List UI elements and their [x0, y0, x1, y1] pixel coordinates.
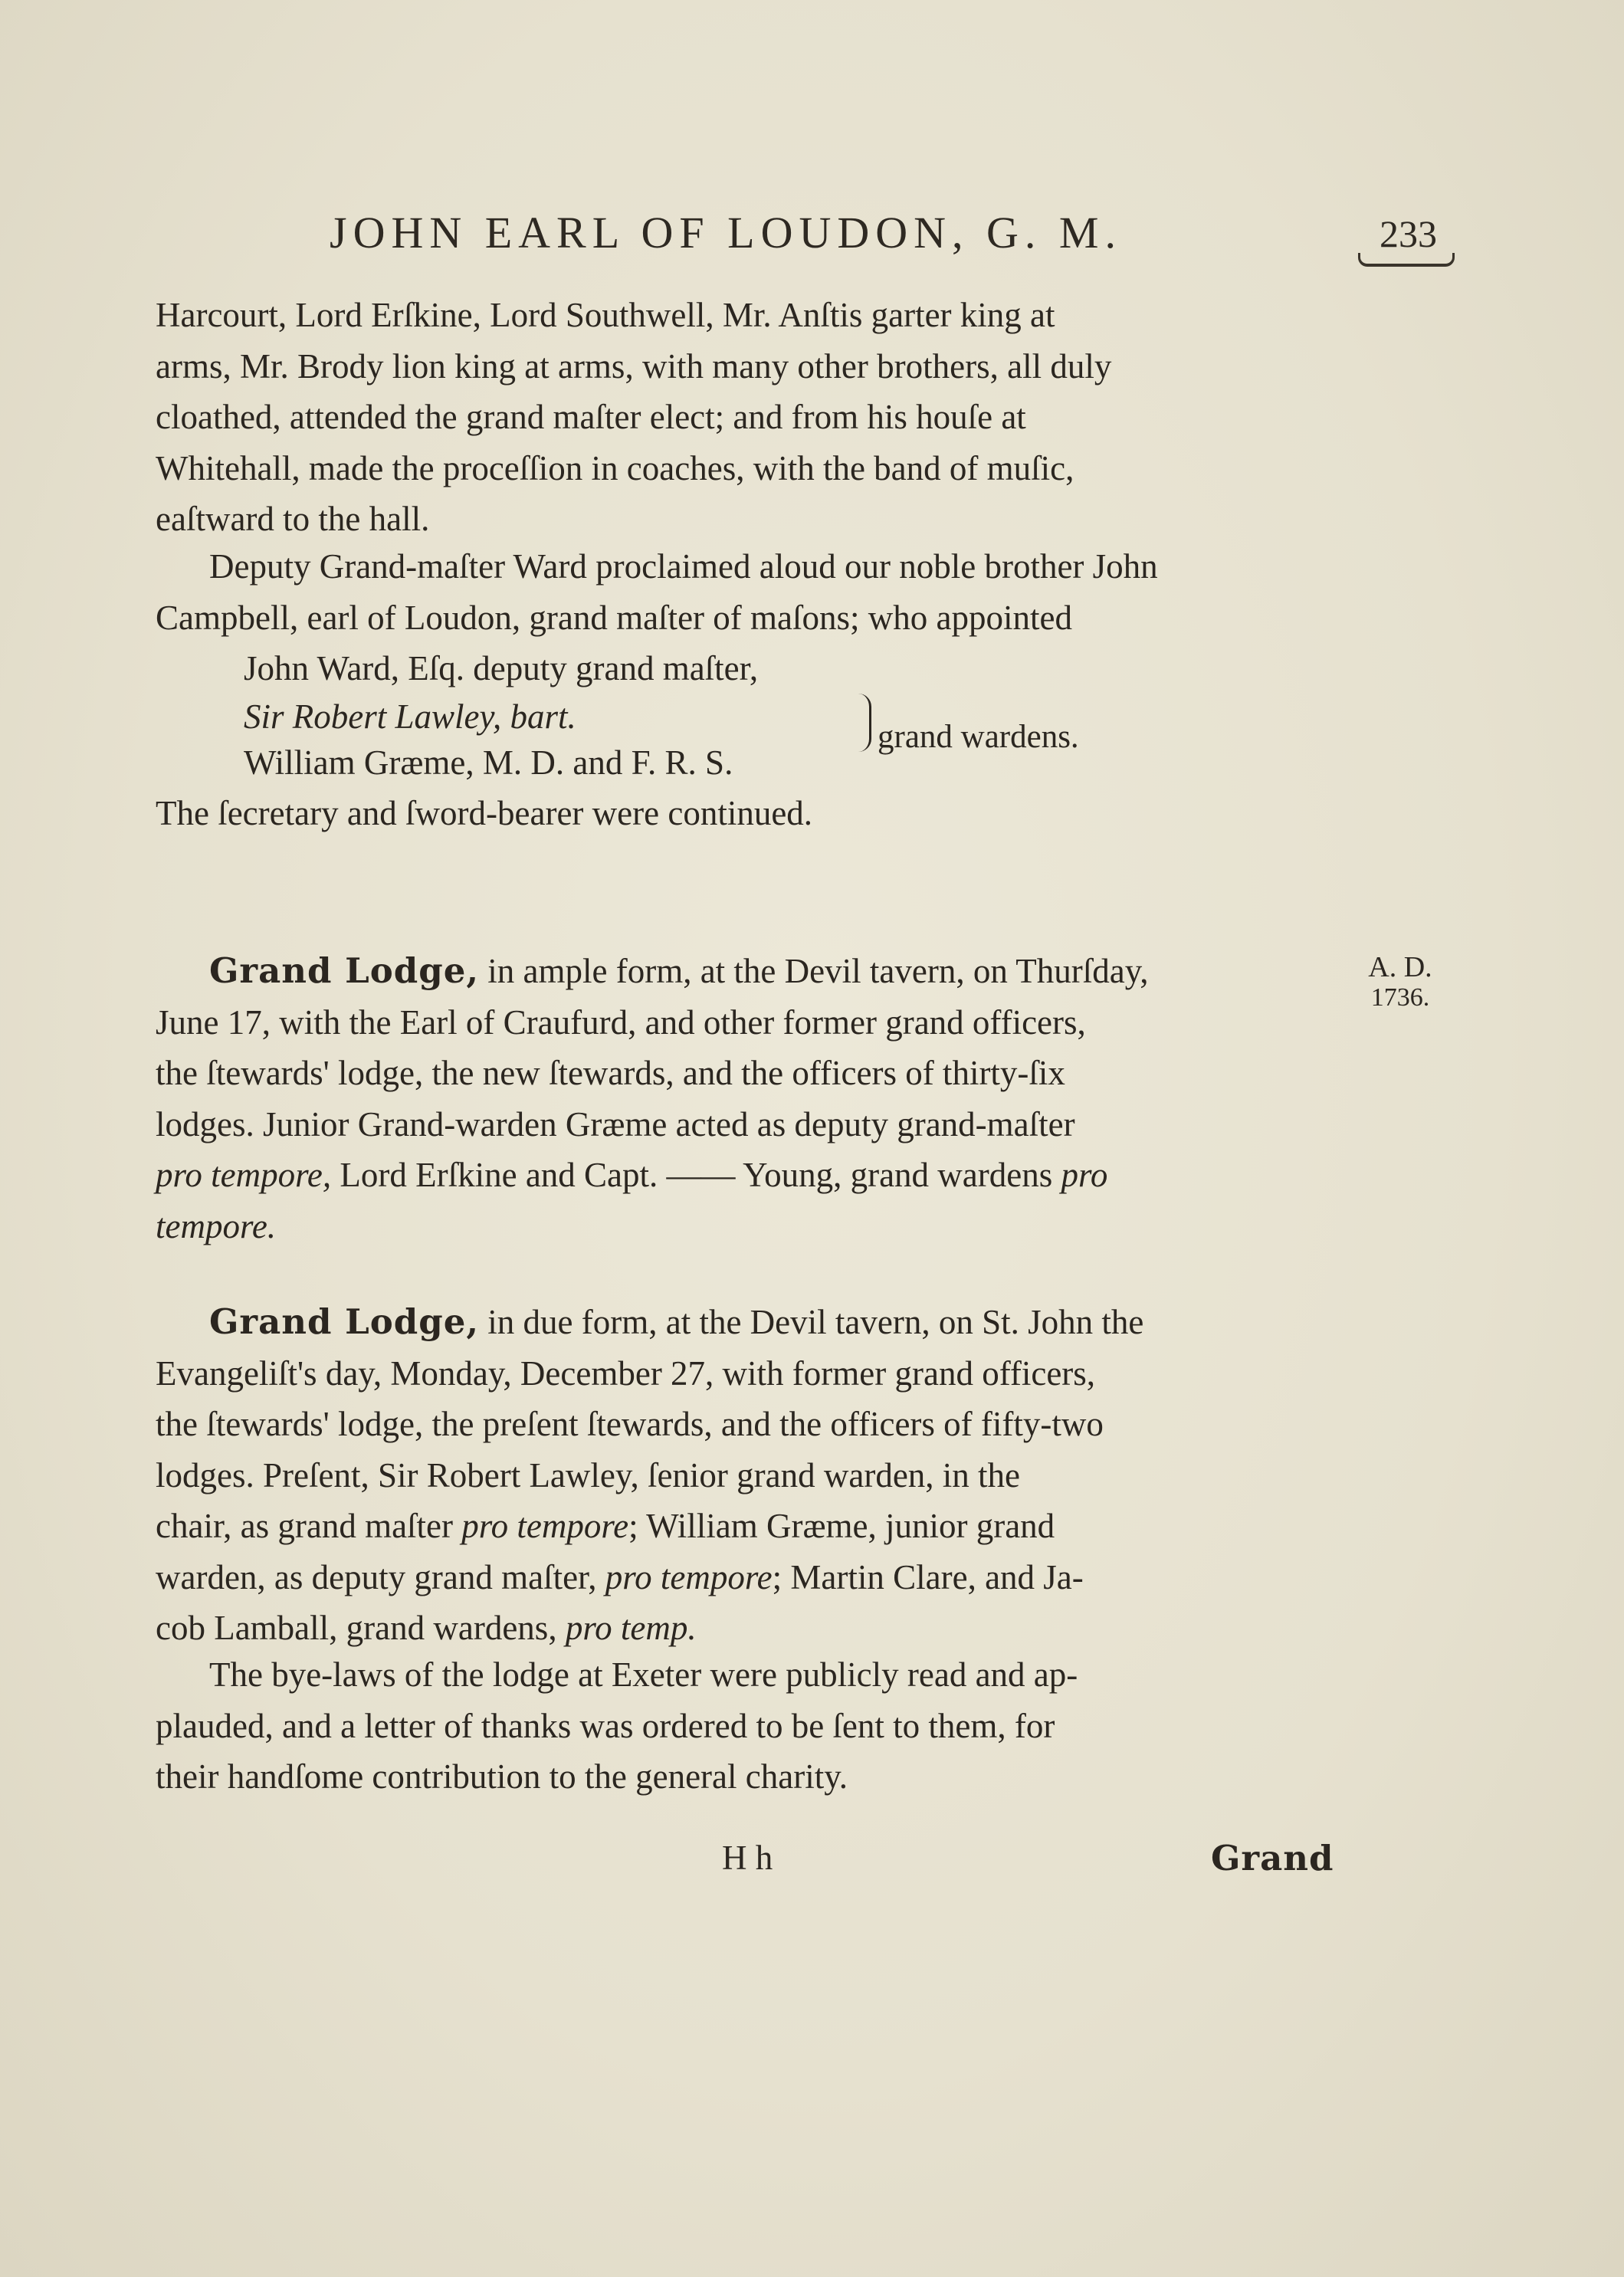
text-line: plauded, and a letter of thanks was ordered to be ſent to them, for: [156, 1706, 1055, 1745]
text-line: the ſtewards' lodge, the preſent ſtewards, and the officers of fifty-two: [156, 1405, 1104, 1443]
text-line: Grand Lodge, in ample form, at the Devil tavern, on Thurſday,: [209, 950, 1149, 991]
blackletter-heading: Grand Lodge,: [209, 950, 480, 991]
text-line: lodges. Junior Grand-warden Græme acted as deputy grand-maſter: [156, 1104, 1075, 1143]
margin-year-label: A. D.: [1368, 951, 1432, 983]
text-line: tempore.: [156, 1206, 277, 1245]
appointee-deputy: John Ward, Eſq. deputy grand maſter,: [244, 649, 759, 687]
text-line: warden, as deputy grand maſter, pro tempore; Martin Clare, and Ja-: [156, 1557, 1084, 1596]
text-line: The bye-laws of the lodge at Exeter were publicly read and ap-: [209, 1655, 1078, 1694]
text-line: lodges. Preſent, Sir Robert Lawley, ſenior grand warden, in the: [156, 1455, 1021, 1494]
text-line: June 17, with the Earl of Craufurd, and other former grand officers,: [156, 1002, 1086, 1042]
appointee-warden-1: Sir Robert Lawley, bart.: [244, 697, 576, 736]
text-line: cob Lamball, grand wardens, pro temp.: [156, 1609, 697, 1647]
text-line: Whitehall, made the proceſſion in coaches, with the band of muſic,: [156, 448, 1074, 487]
paragraph-grand-lodge-june: [156, 946, 1351, 1252]
text-line: arms, Mr. Brody lion king at arms, with many other brothers, all duly: [156, 346, 1112, 386]
paragraph-procession: [156, 290, 1351, 545]
page-number-underline: [1358, 253, 1455, 267]
margin-year-value: 1736.: [1370, 983, 1430, 1012]
brace-label: grand wardens.: [878, 719, 1079, 755]
signature-mark: H h: [722, 1839, 773, 1877]
text-line: Campbell, earl of Loudon, grand maſter of maſons; who appointed: [156, 598, 1072, 637]
text-line: Grand Lodge, in due form, at the Devil tavern, on St. John the: [209, 1301, 1144, 1342]
text-line: eaſtward to the hall.: [156, 500, 430, 538]
paragraph-bye-laws: [156, 1649, 1351, 1803]
appointee-warden-2: William Græme, M. D. and F. R. S.: [244, 743, 733, 782]
catchword: Grand: [1211, 1838, 1334, 1878]
text-line: Harcourt, Lord Erſkine, Lord Southwell, Mr. Anſtis garter king at: [156, 296, 1055, 334]
text-line: cloathed, attended the grand maſter elect; and from his houſe at: [156, 398, 1026, 436]
text-line: their handſome contribution to the general charity.: [156, 1757, 848, 1796]
text-line: The ſecretary and ſword-bearer were continued.: [156, 794, 813, 832]
running-title: JOHN EARL OF LOUDON, G. M.: [330, 208, 1122, 258]
text-line: the ſtewards' lodge, the new ſtewards, and the officers of thirty-ſix: [156, 1054, 1065, 1092]
page-number: 233: [1380, 212, 1437, 255]
paragraph-grand-lodge-december: [156, 1297, 1351, 1654]
blackletter-heading: Grand Lodge,: [209, 1301, 480, 1342]
text-line: chair, as grand maſter pro tempore; William Græme, junior grand: [156, 1507, 1055, 1545]
wardens-brace: [858, 694, 871, 752]
paragraph-proclamation: [156, 541, 1351, 643]
text-line: Evangeliſt's day, Monday, December 27, with former grand officers,: [156, 1353, 1096, 1393]
text-line: Deputy Grand-maſter Ward proclaimed aloud our noble brother John: [209, 547, 1158, 586]
text-line: pro tempore, Lord Erſkine and Capt. —— Young, grand wardens pro: [156, 1156, 1108, 1194]
continued-line: [156, 788, 1351, 839]
